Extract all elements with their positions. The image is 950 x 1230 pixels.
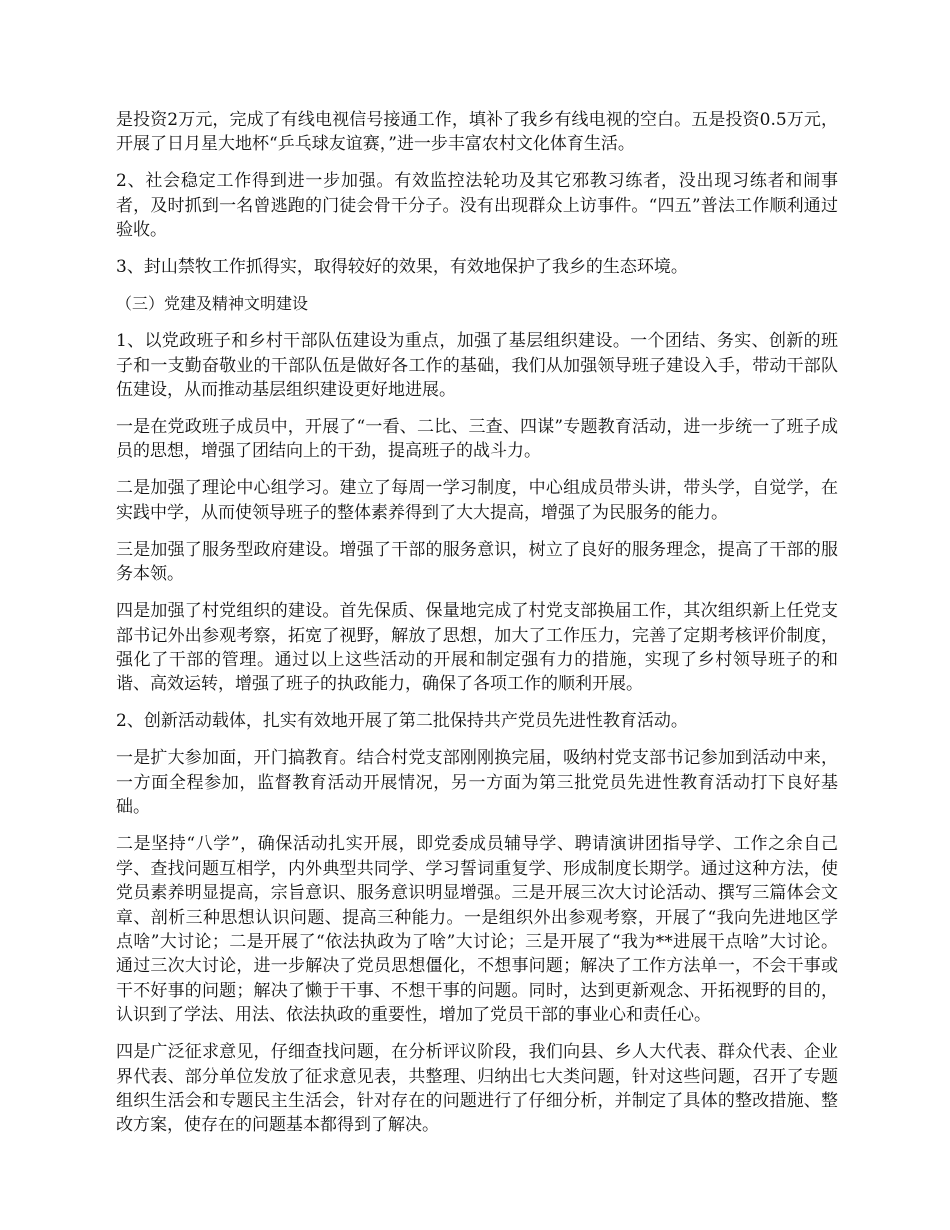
paragraph-5: 1、以党政班子和乡村干部队伍建设为重点，加强了基层组织建设。一个团结、务实、创新的班子和一支勤奋敬业的干部队伍是做好各工作的基础，我们从加强领导班子建设入手，带动干部队伍建设，从而推动基层组织建设更好地进展。	[116, 331, 838, 401]
paragraph-8: 三是加强了服务型政府建设。增强了干部的服务意识，树立了良好的服务理念，提高了干部的服务本领。	[116, 539, 838, 585]
paragraph-9: 四是加强了村党组织的建设。首先保质、保量地完成了村党支部换届工作，其次组织新上任党支部书记外出参观考察，拓宽了视野，解放了思想，加大了工作压力，完善了定期考核评价制度，强化了干部的管理。通过以上这些活动的开展和制定强有力的措施，实现了乡村领导班子的和谐、高效运转，增强了班子的执政能力，确保了各项工作的顺利开展。	[116, 601, 838, 695]
paragraph-2: 2、社会稳定工作得到进一步加强。有效监控法轮功及其它邪教习练者，没出现习练者和闹事者，及时抓到一名曾逃跑的门徒会骨干分子。没有出现群众上访事件。“四五”普法工作顺利通过验收。	[116, 171, 838, 241]
paragraph-3: 3、封山禁牧工作抓得实，取得较好的效果，有效地保护了我乡的生态环境。	[116, 257, 688, 278]
paragraph-11: 一是扩大参加面，开门搞教育。结合村党支部刚刚换完届，吸纳村党支部书记参加到活动中来，一方面全程参加，监督教育活动开展情况，另一方面为第三批党员先进性教育活动打下良好基础。	[116, 748, 838, 818]
paragraph-6: 一是在党政班子成员中，开展了“一看、二比、三查、四谋”专题教育活动，进一步统一了班子成员的思想，增强了团结向上的干劲，提高班子的战斗力。	[116, 417, 838, 462]
paragraph-7: 二是加强了理论中心组学习。建立了每周一学习制度，中心组成员带头讲，带头学，自觉学，在实践中学，从而使领导班子的整体素养得到了大大提高，增强了为民服务的能力。	[116, 478, 838, 523]
section-heading: （三）党建及精神文明建设	[116, 294, 309, 314]
paragraph-10: 2、创新活动载体，扎实有效地开展了第二批保持共产党员先进性教育活动。	[116, 711, 688, 732]
paragraph-13: 四是广泛征求意见，仔细查找问题，在分析评议阶段，我们向县、乡人大代表、群众代表、企业界代表、部分单位发放了征求意见表，共整理、归纳出七大类问题，针对这些问题，召开了专题组织生活会和专题民主生活会，针对存在的问题进行了仔细分析，并制定了具体的整改措施、整改方案，使存在的问题基本都得到了解决。	[116, 1042, 838, 1136]
paragraph-12: 二是坚持“八学”，确保活动扎实开展，即党委成员辅导学、聘请演讲团指导学、工作之余自己学、查找问题互相学，内外典型共同学、学习誓词重复学、形成制度长期学。通过这种方法，使党员素养明显提高，宗旨意识、服务意识明显增强。三是开展三次大讨论活动、撰写三篇体会文章、剖析三种思想认识问题、提高三种能力。一是组织外出参观考察，开展了“我向先进地区学点啥”大讨论；二是开展了“依法执政为了啥”大讨论；三是开展了“我为**进展干点啥”大讨论。通过三次大讨论，进一步解决了党员思想僵化，不想事问题；解决了工作方法单一，不会干事或干不好事的问题；解决了懒于干事、不想干事的问题。同时，达到更新观念、开拓视野的目的，认识到了学法、用法、依法执政的重要性，增加了党员干部的事业心和责任心。	[116, 834, 838, 1026]
paragraph-1: 是投资2万元，完成了有线电视信号接通工作，填补了我乡有线电视的空白。五是投资0.5万元，开展了日月星大地杯“乒乓球友谊赛，”进一步丰富农村文化体育生活。	[116, 110, 838, 155]
document-page	[116, 108, 838, 1150]
